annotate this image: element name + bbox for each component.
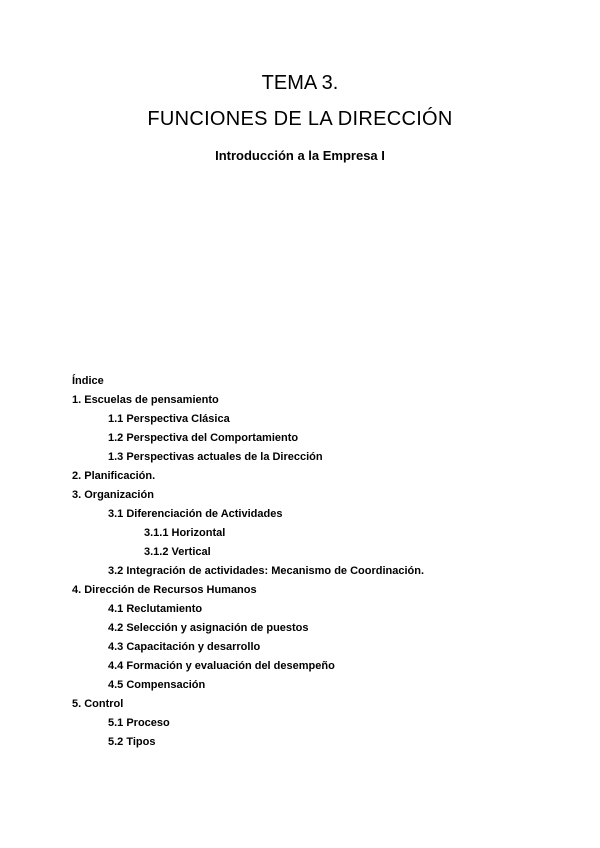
toc-item: 5. Control — [72, 698, 124, 710]
toc-item: 1. Escuelas de pensamiento — [72, 394, 219, 406]
toc-item: 1.1 Perspectiva Clásica — [108, 413, 230, 425]
toc-item: 2. Planificación. — [72, 470, 156, 482]
toc-item: 5.1 Proceso — [108, 717, 170, 729]
document-title-number: TEMA 3. — [261, 72, 339, 94]
toc-item: 4.2 Selección y asignación de puestos — [108, 622, 309, 634]
toc-item: 3.2 Integración de actividades: Mecanismo de Coordinación. — [108, 565, 425, 577]
toc-item: 4.1 Reclutamiento — [108, 603, 203, 615]
toc-item: 4.4 Formación y evaluación del desempeño — [108, 660, 335, 672]
toc-item: 4. Dirección de Recursos Humanos — [72, 584, 257, 596]
document-subtitle: Introducción a la Empresa I — [215, 148, 385, 163]
toc-item: 4.5 Compensación — [108, 679, 206, 691]
document-title: FUNCIONES DE LA DIRECCIÓN — [147, 108, 453, 130]
toc-item: 1.3 Perspectivas actuales de la Dirección — [108, 451, 323, 463]
toc-item: 5.2 Tipos — [108, 736, 156, 748]
toc-item: 3.1 Diferenciación de Actividades — [108, 508, 283, 520]
table-of-contents — [72, 372, 572, 752]
toc-item: 4.3 Capacitación y desarrollo — [108, 641, 261, 653]
toc-item: 3.1.2 Vertical — [144, 546, 211, 558]
toc-item: 3. Organización — [72, 489, 154, 501]
toc-item: 3.1.1 Horizontal — [144, 527, 226, 539]
toc-item: 1.2 Perspectiva del Comportamiento — [108, 432, 299, 444]
toc-heading: Índice — [72, 375, 104, 387]
